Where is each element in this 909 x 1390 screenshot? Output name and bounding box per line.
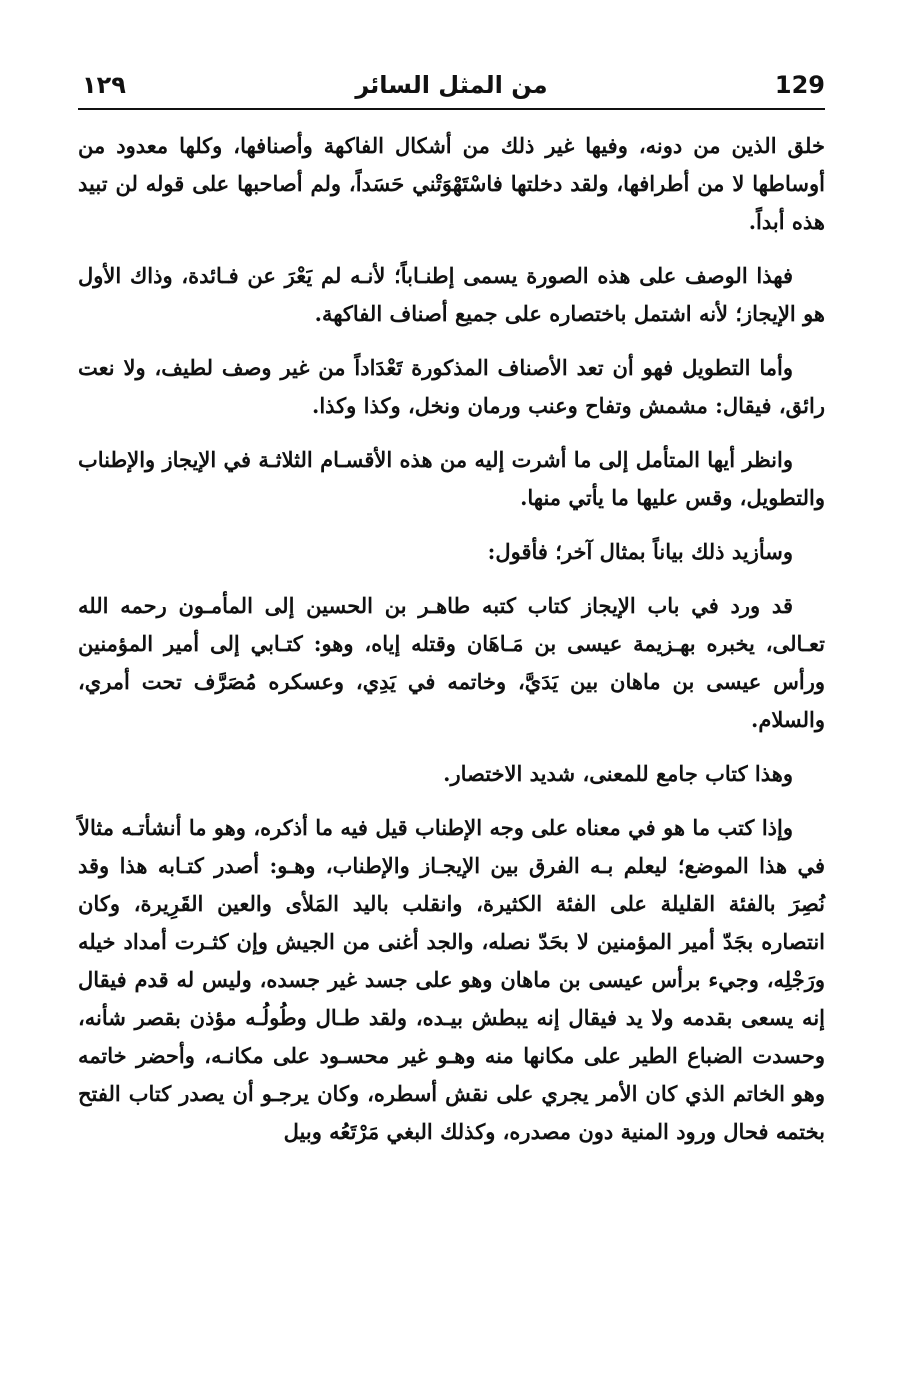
- paragraph: وأما التطويل فهو أن تعد الأصناف المذكورة تَعْدَاداً من غير وصف لطيف، ولا نعت رائق، فيقال: مشمش وتفاح وعنب ورمان ونخل، وكذا وكذا.: [78, 355, 825, 418]
- page-body: [78, 127, 825, 1167]
- paragraph: وهذا كتاب جامع للمعنى، شديد الاختصار.: [443, 761, 793, 786]
- paragraph: قد ورد في باب الإيجاز كتاب كتبه طاهـر بن الحسين إلى المأمـون رحمه الله تعـالى، يخبره بهـزيمة عيسى بن مَـاهَان وقتله إياه، وهو: كتـابي إلى أمير المؤمنين ورأس عيسى بن ماهان بين يَدَيَّ، وخاتمه في يَدِي، وعسكره مُصَرَّف تحت أمري، والسلام.: [78, 593, 825, 732]
- page-header: [78, 64, 825, 110]
- paragraph: وإذا كتب ما هو في معناه على وجه الإطناب قيل فيه ما أذكره، وهو ما أنشأتـه مثالاً في هذا الموضع؛ ليعلم بـه الفرق بين الإيجـاز والإطناب، وهـو: أصدر كتـابه هذا وقد نُصِرَ بالفئة القليلة على الفئة الكثيرة، وانقلب باليد المَلأى والعين القَرِيرة، وكان انتصاره بجَدّ أمير المؤمنين لا بحَدّ نصله، والجد أغنى من الجيش وإن كثـرت أمداد خيله ورَجْلِه، وجيء برأس عيسى بن ماهان وهو على جسد غير جسده، وليس له قدم فيقال إنه يسعى بقدمه ولا يد فيقال إنه يبطش بيـده، ولقد طـال وطُولُـه مؤذن بقصر شأنه، وحسدت الضباع الطير على مكانها منه وهـو غير محسـود على مكانـه، وأحضر خاتمه وهو الخاتم الذي كان الأمر يجري على نقش أسطره، وكان يرجـو أن يصدر كتاب الفتح بختمه فحال ورود المنية دون مصدره، وكذلك البغي مَرْتَعُه وبيل: [78, 815, 825, 1144]
- running-title: من المثل السائر: [355, 71, 548, 99]
- page-number: 129: [774, 71, 825, 99]
- paragraph: خلق الذين من دونه، وفيها غير ذلك من أشكال الفاكهة وأصنافها، وكلها معدود من أوساطها لا من أطرافها، ولقد دخلتها فاسْتَهْوَتْني حَسَداً، ولم أصاحبها على قوله لن تبيد هذه أبداً.: [78, 133, 825, 234]
- paragraph: فهذا الوصف على هذه الصورة يسمى إطنـاباً؛ لأنـه لم يَعْرَ عن فـائدة، وذاك الأول هو الإيجاز؛ لأنه اشتمل باختصاره على جميع أصناف الفاكهة.: [78, 263, 825, 326]
- paragraph: وسأزيد ذلك بياناً بمثال آخر؛ فأقول:: [487, 539, 793, 564]
- page-number-arabic: ١٢٩: [82, 71, 126, 99]
- paragraph: وانظر أيها المتأمل إلى ما أشرت إليه من هذه الأقسـام الثلاثـة في الإيجاز والإطناب والتطويل، وقس عليها ما يأتي منها.: [78, 447, 825, 510]
